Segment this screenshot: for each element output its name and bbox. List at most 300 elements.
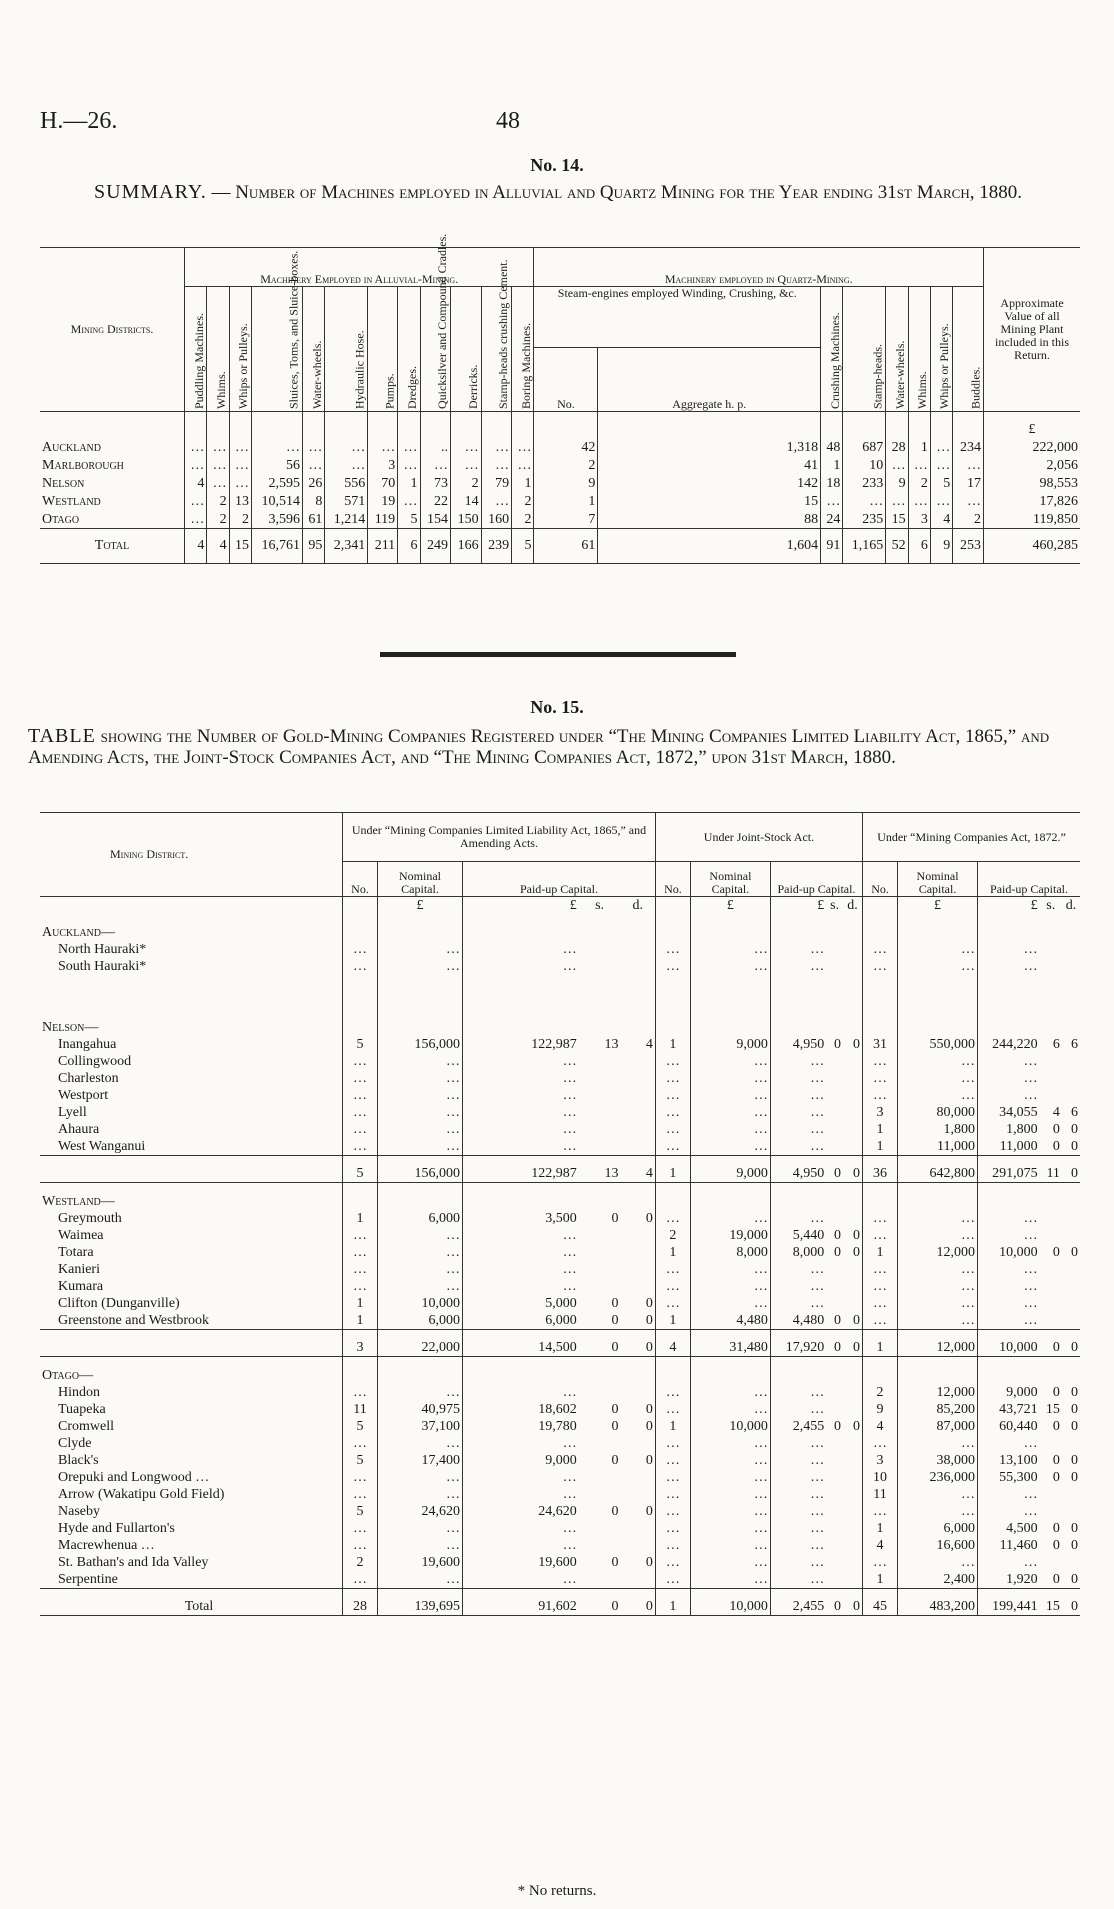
t2-cell: … bbox=[343, 1278, 378, 1295]
t2-cell: 0 bbox=[843, 1418, 862, 1435]
t2-cell bbox=[826, 941, 843, 958]
t2-cell: … bbox=[898, 1278, 978, 1295]
t2-cell: … bbox=[810, 1211, 825, 1226]
t2-cell: 0 bbox=[621, 1589, 656, 1616]
t2-locality-name: Charleston bbox=[40, 1070, 343, 1087]
t2-cell bbox=[690, 1009, 770, 1036]
t1-currency-spacer-cell bbox=[451, 412, 482, 439]
t1-cell: 79 bbox=[481, 474, 512, 492]
t2-cell: 122,987 bbox=[531, 1037, 577, 1052]
t1-cell: 687 bbox=[843, 438, 886, 456]
t2-cell: … bbox=[378, 1087, 463, 1104]
t2-cell bbox=[579, 1435, 621, 1452]
t1-currency-spacer-cell bbox=[843, 412, 886, 439]
t2-row bbox=[40, 1104, 1080, 1121]
t2-cell bbox=[1062, 1486, 1080, 1503]
t2-locality-name: Totara bbox=[40, 1244, 343, 1261]
t2-cell: 5,000 bbox=[545, 1296, 577, 1311]
t2-cell bbox=[579, 1138, 621, 1156]
t1-row bbox=[40, 492, 1080, 510]
t2-cell: … bbox=[562, 1071, 577, 1086]
t2-cell: 16,600 bbox=[898, 1537, 978, 1554]
t2-unit-pound: £ bbox=[690, 897, 770, 915]
t2-cell: 0 bbox=[611, 1402, 619, 1417]
t2-cell: … bbox=[562, 1572, 577, 1587]
t2-cell bbox=[655, 1357, 690, 1385]
t2-cell: 0 bbox=[1071, 1572, 1078, 1587]
t2-cell bbox=[655, 914, 690, 941]
t2-cell: … bbox=[690, 1087, 770, 1104]
t2-cell: 291,075 bbox=[992, 1166, 1038, 1181]
t2-cell: … bbox=[810, 1122, 825, 1137]
t2-cell bbox=[843, 1295, 862, 1312]
t1-cell: … bbox=[908, 492, 930, 510]
t1-cell: 150 bbox=[451, 510, 482, 529]
t2-cell: … bbox=[863, 1210, 898, 1227]
t2-locality-name: Kumara bbox=[40, 1278, 343, 1295]
t2-cell: 6,000 bbox=[378, 1210, 463, 1227]
t2-cell bbox=[579, 1183, 621, 1211]
t2-cell bbox=[1062, 1227, 1080, 1244]
t1-district-name: Westland bbox=[40, 492, 185, 510]
t2-cell bbox=[1040, 1070, 1062, 1087]
t1-district-name: Otago bbox=[40, 510, 185, 529]
t2-cell bbox=[843, 1009, 862, 1036]
t2-cell: 11,000 bbox=[999, 1139, 1038, 1154]
table2-title bbox=[28, 726, 1088, 768]
t1-cell: 4 bbox=[185, 474, 207, 492]
t2-cell bbox=[770, 975, 826, 992]
t2-cell: … bbox=[810, 1385, 825, 1400]
t1-total-cell: 95 bbox=[303, 529, 325, 564]
t2-cell: … bbox=[378, 1278, 463, 1295]
t1-cell: … bbox=[953, 456, 984, 474]
t2-cell bbox=[621, 1087, 656, 1104]
t2-cell: … bbox=[863, 1312, 898, 1330]
machinery-summary-table bbox=[40, 233, 1080, 564]
t2-cell bbox=[1040, 1009, 1062, 1036]
t2-cell: 0 bbox=[1071, 1340, 1078, 1355]
t2-row bbox=[40, 1520, 1080, 1537]
t2-cell: … bbox=[378, 1571, 463, 1589]
t1-total-cell: 6 bbox=[908, 529, 930, 564]
t2-cell bbox=[621, 1104, 656, 1121]
t1-cell: 2 bbox=[908, 474, 930, 492]
t1-col-alluvial-7: Dredges. bbox=[398, 287, 420, 412]
t1-cell: 5 bbox=[398, 510, 420, 529]
t1-cell: … bbox=[930, 492, 952, 510]
t2-cell: 8,000 bbox=[792, 1245, 825, 1260]
t2-cell: … bbox=[378, 1053, 463, 1070]
t2-cell: 0 bbox=[1052, 1521, 1060, 1536]
t2-cell: 6 bbox=[1071, 1105, 1078, 1120]
t2-cell: 2 bbox=[343, 1554, 378, 1571]
t2-row bbox=[40, 1278, 1080, 1295]
t2-cell bbox=[579, 1244, 621, 1261]
t2-cell: 1 bbox=[343, 1210, 378, 1227]
t2-cell bbox=[621, 1261, 656, 1278]
t2-cell bbox=[843, 992, 862, 1009]
t1-cell: 1 bbox=[534, 492, 598, 510]
t2-cell: … bbox=[898, 941, 978, 958]
t2-cell bbox=[579, 1278, 621, 1295]
t2-cell: 14,500 bbox=[538, 1340, 577, 1355]
t2-cell: … bbox=[378, 941, 463, 958]
t1-alluvial-group: Machinery Employed in Alluvial-Mining. bbox=[185, 248, 534, 287]
t2-cell bbox=[978, 975, 1040, 992]
t2-cell: … bbox=[378, 1244, 463, 1261]
t1-currency-spacer-cell bbox=[821, 412, 843, 439]
t2-cell bbox=[843, 1121, 862, 1138]
t2-unit-pound: £ bbox=[817, 898, 825, 913]
t2-cell: 55,300 bbox=[999, 1470, 1038, 1485]
t1-cell: 88 bbox=[598, 510, 821, 529]
t2-cell: 10,000 bbox=[999, 1245, 1038, 1260]
t2-cell: … bbox=[1023, 1313, 1038, 1328]
t2-cell: 6 bbox=[1052, 1037, 1060, 1052]
t1-cell: 233 bbox=[843, 474, 886, 492]
t2-cell: … bbox=[863, 1070, 898, 1087]
t1-currency-spacer-cell bbox=[908, 412, 930, 439]
t2-row bbox=[40, 1503, 1080, 1520]
t2-cell bbox=[579, 958, 621, 975]
t2-cell bbox=[579, 1537, 621, 1554]
t2-cell bbox=[826, 1053, 843, 1070]
t2-cell bbox=[1062, 1053, 1080, 1070]
t2-cell: 0 bbox=[621, 1330, 656, 1357]
t1-cell: … bbox=[185, 456, 207, 474]
t2-cell: … bbox=[863, 1503, 898, 1520]
t2-cell bbox=[1062, 1503, 1080, 1520]
t2-cell: 9,000 bbox=[545, 1453, 577, 1468]
t2-cell: 6,000 bbox=[898, 1520, 978, 1537]
t1-col-quartz-5: Buddles. bbox=[953, 287, 984, 412]
t2-cell: … bbox=[655, 1469, 690, 1486]
t2-cell bbox=[770, 1357, 826, 1385]
t1-cell: 98,553 bbox=[1039, 476, 1078, 491]
mining-companies-table bbox=[40, 812, 1080, 1616]
t2-cell bbox=[378, 1183, 463, 1211]
t1-cell: 2 bbox=[534, 456, 598, 474]
t1-cell: … bbox=[207, 438, 229, 456]
t1-total-cell: 91 bbox=[821, 529, 843, 564]
t2-cell: 0 bbox=[611, 1453, 619, 1468]
t2-cell bbox=[843, 958, 862, 975]
t2-cell: … bbox=[690, 1554, 770, 1571]
t1-cell: 3,596 bbox=[251, 510, 302, 529]
t2-cell: … bbox=[690, 1435, 770, 1452]
t2-cell: … bbox=[343, 941, 378, 958]
t2-cell bbox=[978, 1009, 1040, 1036]
t2-cell bbox=[579, 1087, 621, 1104]
t2-cell: … bbox=[810, 1105, 825, 1120]
t1-cell: 73 bbox=[420, 474, 451, 492]
t2-cell bbox=[621, 1244, 656, 1261]
t2-locality-name: Collingwood bbox=[40, 1053, 343, 1070]
t2-cell bbox=[1062, 1295, 1080, 1312]
t2-cell: … bbox=[690, 1486, 770, 1503]
t2-cell bbox=[621, 1009, 656, 1036]
t2-cell: 5 bbox=[343, 1036, 378, 1053]
t2-locality-name: South Hauraki* bbox=[40, 958, 343, 975]
t2-cell: … bbox=[343, 1537, 378, 1554]
t2-cell: 91,602 bbox=[538, 1599, 577, 1614]
t2-cell: … bbox=[655, 1520, 690, 1537]
t2-cell: … bbox=[655, 1261, 690, 1278]
t2-unit-pound: £ bbox=[378, 897, 463, 915]
t2-cell: … bbox=[343, 1520, 378, 1537]
t2-cell: … bbox=[655, 1070, 690, 1087]
t2-cell bbox=[621, 1053, 656, 1070]
t2-cell: … bbox=[655, 1384, 690, 1401]
t2-cell bbox=[1062, 1312, 1080, 1330]
t1-currency-spacer-cell bbox=[207, 412, 229, 439]
t2-cell bbox=[621, 992, 656, 1009]
t2-cell bbox=[1040, 1312, 1062, 1330]
t2-nominal-2: Nominal Capital. bbox=[690, 862, 770, 897]
t2-cell bbox=[770, 1183, 826, 1211]
t2-unit-s: s. bbox=[595, 898, 605, 913]
t1-cell: 3 bbox=[368, 456, 398, 474]
t2-cell: 12,000 bbox=[898, 1244, 978, 1261]
t1-currency-spacer-cell bbox=[325, 412, 368, 439]
t1-col-alluvial-9: Derricks. bbox=[451, 287, 482, 412]
t2-cell: 2,400 bbox=[898, 1571, 978, 1589]
t2-cell: … bbox=[863, 941, 898, 958]
t1-currency-spacer-cell bbox=[598, 412, 821, 439]
t2-row bbox=[40, 1469, 1080, 1486]
t1-cell: 2 bbox=[512, 492, 534, 510]
t2-cell: … bbox=[810, 1521, 825, 1536]
t2-row bbox=[40, 1053, 1080, 1070]
t2-district-row bbox=[40, 914, 1080, 941]
t2-cell bbox=[1040, 1486, 1062, 1503]
t2-cell: 2,455 bbox=[792, 1419, 825, 1434]
t2-cell: … bbox=[343, 1384, 378, 1401]
t2-row bbox=[40, 1138, 1080, 1156]
t1-cell: … bbox=[185, 492, 207, 510]
t1-cell: … bbox=[512, 438, 534, 456]
t1-total-cell: 239 bbox=[481, 529, 512, 564]
t2-cell: 1 bbox=[655, 1036, 690, 1053]
t2-cell: … bbox=[898, 1312, 978, 1330]
t1-col-quartz-1: Stamp-heads. bbox=[843, 287, 886, 412]
t1-row bbox=[40, 438, 1080, 456]
t1-district-name: Auckland bbox=[40, 438, 185, 456]
t2-cell bbox=[898, 975, 978, 992]
t1-col-alluvial-4: Water-wheels. bbox=[303, 287, 325, 412]
t2-cell: 156,000 bbox=[378, 1036, 463, 1053]
t1-cell: 15 bbox=[886, 510, 908, 529]
t1-quartz-group: Machinery employed in Quartz-Mining. bbox=[534, 248, 984, 287]
t2-cell: … bbox=[898, 1435, 978, 1452]
t2-cell: 13 bbox=[604, 1037, 619, 1052]
t2-cell bbox=[621, 1070, 656, 1087]
t1-currency-spacer bbox=[40, 412, 185, 439]
t2-cell bbox=[343, 914, 378, 941]
t1-col-alluvial-2: Whips or Pulleys. bbox=[229, 287, 251, 412]
t1-total-label: Total bbox=[40, 529, 185, 564]
page-number: 48 bbox=[496, 108, 520, 134]
t2-cell bbox=[826, 1009, 843, 1036]
t2-cell: 0 bbox=[611, 1599, 619, 1614]
t2-cell: 60,440 bbox=[999, 1419, 1038, 1434]
t2-cell bbox=[1062, 1554, 1080, 1571]
t2-cell: 4,480 bbox=[792, 1313, 825, 1328]
t2-cell: … bbox=[690, 1104, 770, 1121]
t2-cell bbox=[826, 1070, 843, 1087]
t1-col-alluvial-0: Puddling Machines. bbox=[185, 287, 207, 412]
t2-cell: 34,055 bbox=[999, 1105, 1038, 1120]
t2-cell: … bbox=[378, 1469, 463, 1486]
t2-cell bbox=[1062, 975, 1080, 992]
t2-cell: … bbox=[343, 1435, 378, 1452]
t1-cell: 154 bbox=[420, 510, 451, 529]
t2-cell: … bbox=[898, 1227, 978, 1244]
t1-row bbox=[40, 474, 1080, 492]
t2-cell: … bbox=[863, 958, 898, 975]
t2-cell bbox=[621, 1571, 656, 1589]
t2-cell bbox=[826, 1520, 843, 1537]
t2-cell: … bbox=[655, 958, 690, 975]
t2-cell: 1 bbox=[863, 1244, 898, 1261]
t2-cell: … bbox=[810, 1279, 825, 1294]
t2-cell: … bbox=[1023, 1436, 1038, 1451]
t1-col-quartz-2: Water-wheels. bbox=[886, 287, 908, 412]
t2-cell: 3 bbox=[863, 1452, 898, 1469]
t2-locality-name: Total bbox=[40, 1589, 343, 1616]
t2-cell: … bbox=[690, 958, 770, 975]
t2-cell: … bbox=[378, 1227, 463, 1244]
t2-cell bbox=[770, 992, 826, 1009]
t2-cell: 0 bbox=[1071, 1385, 1078, 1400]
t2-cell: 0 bbox=[621, 1554, 656, 1571]
t2-cell: 17,920 bbox=[785, 1340, 825, 1355]
t2-cell: … bbox=[343, 1261, 378, 1278]
t2-units-no bbox=[655, 897, 690, 915]
t1-total-cell: 2,341 bbox=[325, 529, 368, 564]
t2-row bbox=[40, 958, 1080, 975]
t1-total-cell: 15 bbox=[229, 529, 251, 564]
t2-cell bbox=[1040, 1227, 1062, 1244]
t2-cell: … bbox=[562, 1088, 577, 1103]
t2-cell: … bbox=[690, 1503, 770, 1520]
t2-row bbox=[40, 1295, 1080, 1312]
t2-cell: 0 bbox=[843, 1589, 862, 1616]
t2-cell: … bbox=[1023, 1487, 1038, 1502]
t2-locality-name: Ahaura bbox=[40, 1121, 343, 1138]
t2-cell: … bbox=[898, 1295, 978, 1312]
t2-cell bbox=[621, 958, 656, 975]
t1-cell: 15 bbox=[598, 492, 821, 510]
t2-cell: 0 bbox=[1071, 1402, 1078, 1417]
t2-cell bbox=[343, 1183, 378, 1211]
t2-cell: 6,000 bbox=[545, 1313, 577, 1328]
t2-cell: … bbox=[898, 1486, 978, 1503]
t2-cell bbox=[463, 1183, 579, 1211]
t2-cell: 18,602 bbox=[538, 1402, 577, 1417]
t2-cell bbox=[978, 1357, 1040, 1385]
t1-currency-spacer-cell bbox=[185, 412, 207, 439]
t1-total-cell: 4 bbox=[185, 529, 207, 564]
t2-cell: … bbox=[378, 958, 463, 975]
t1-steam-no-header: No. bbox=[534, 348, 598, 412]
t2-cell: 1 bbox=[343, 1312, 378, 1330]
t1-value-header: Approximate Value of all Mining Plant included in this Return. bbox=[995, 296, 1069, 362]
t2-cell: 13 bbox=[604, 1166, 619, 1181]
t2-cell: 0 bbox=[1071, 1521, 1078, 1536]
t2-row bbox=[40, 1210, 1080, 1227]
t1-cell: 48 bbox=[821, 438, 843, 456]
t2-cell: … bbox=[810, 1402, 825, 1417]
t2-units-no bbox=[343, 897, 378, 915]
t2-cell: … bbox=[898, 958, 978, 975]
t2-cell: … bbox=[655, 1554, 690, 1571]
t2-cell bbox=[1040, 992, 1062, 1009]
t2-cell bbox=[843, 1183, 862, 1211]
t2-cell bbox=[621, 1435, 656, 1452]
t1-cell: … bbox=[229, 456, 251, 474]
t2-cell: 1 bbox=[655, 1156, 690, 1183]
t1-total-cell: 61 bbox=[534, 529, 598, 564]
t2-cell bbox=[826, 1571, 843, 1589]
t1-total-cell: 52 bbox=[886, 529, 908, 564]
t1-cell: … bbox=[207, 456, 229, 474]
t2-cell: … bbox=[690, 1384, 770, 1401]
t1-total-cell: 211 bbox=[368, 529, 398, 564]
t2-cell bbox=[1062, 1183, 1080, 1211]
t2-cell bbox=[843, 1452, 862, 1469]
t2-cell: 0 bbox=[843, 1156, 862, 1183]
t2-cell: 0 bbox=[834, 1037, 842, 1052]
t2-cell: … bbox=[655, 1053, 690, 1070]
t2-cell bbox=[826, 1295, 843, 1312]
t1-cell: … bbox=[185, 438, 207, 456]
t2-cell bbox=[826, 975, 843, 992]
t2-cell: 11 bbox=[343, 1401, 378, 1418]
t2-cell: … bbox=[690, 1138, 770, 1156]
t2-cell bbox=[1040, 1053, 1062, 1070]
t2-unit-pound: £ bbox=[898, 897, 978, 915]
t2-cell: 5 bbox=[343, 1418, 378, 1435]
t1-cell: … bbox=[908, 456, 930, 474]
t2-cell bbox=[898, 1357, 978, 1385]
t1-cell: 571 bbox=[325, 492, 368, 510]
t2-cell: 0 bbox=[834, 1419, 842, 1434]
t1-cell: 119,850 bbox=[1033, 512, 1078, 527]
t2-cell bbox=[690, 992, 770, 1009]
t2-cell: … bbox=[562, 1436, 577, 1451]
t2-cell bbox=[843, 914, 862, 941]
t2-cell: 0 bbox=[1071, 1245, 1078, 1260]
t2-row bbox=[40, 1121, 1080, 1138]
t2-cell: … bbox=[343, 1486, 378, 1503]
t1-cell: … bbox=[451, 438, 482, 456]
t2-row bbox=[40, 1554, 1080, 1571]
t1-cell: 235 bbox=[843, 510, 886, 529]
t2-cell: 87,000 bbox=[898, 1418, 978, 1435]
t2-cell bbox=[343, 975, 378, 992]
t2-cell: … bbox=[690, 1520, 770, 1537]
t2-cell bbox=[463, 992, 579, 1009]
t1-cell: … bbox=[325, 438, 368, 456]
t2-cell: … bbox=[343, 1138, 378, 1156]
t2-cell: … bbox=[810, 942, 825, 957]
t2-locality-name bbox=[40, 1330, 343, 1357]
t1-cell: 41 bbox=[598, 456, 821, 474]
t2-cell: … bbox=[690, 1053, 770, 1070]
t2-cell bbox=[843, 1053, 862, 1070]
